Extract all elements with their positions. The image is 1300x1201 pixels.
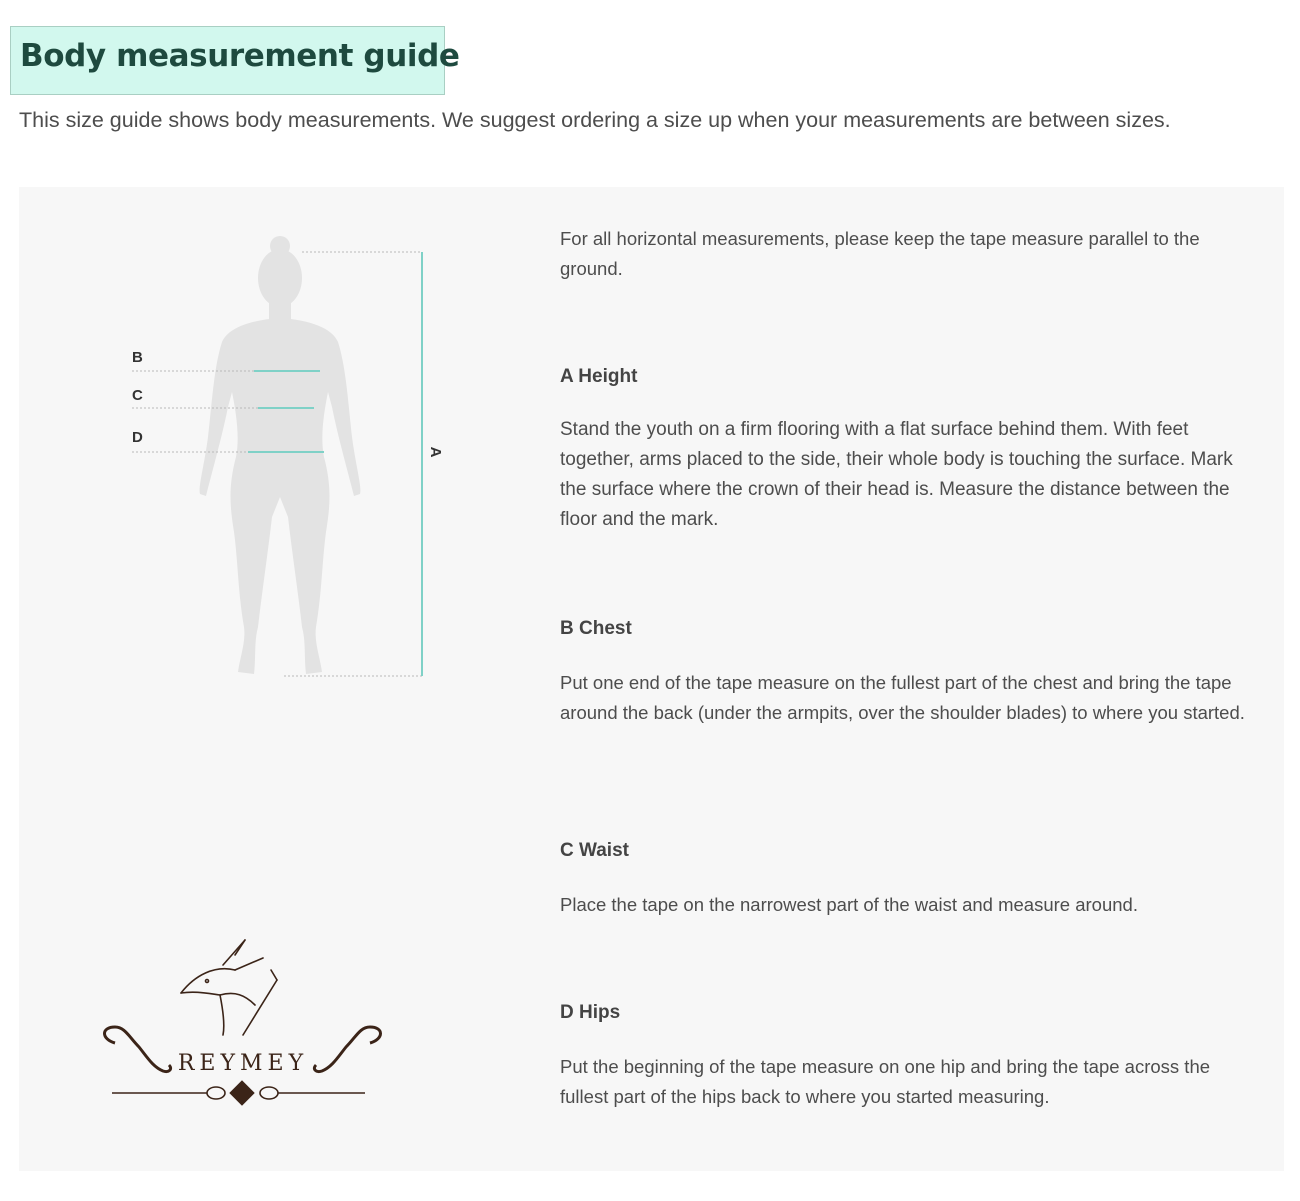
logo-text: REYMEY	[177, 1051, 309, 1076]
title-box	[10, 26, 460, 95]
body-height: Stand the youth on a firm flooring with a flat surface behind them. With feet together, arms placed to the side, their whole body is touching the surface. Mark the surface where the crown of their head is. Measure the distance between the floor and the mark.	[560, 419, 1233, 530]
heading-chest: B Chest	[560, 618, 632, 639]
page-title: Body measurement guide	[20, 38, 460, 74]
heading-waist: C Waist	[560, 840, 629, 861]
heading-height: A Height	[560, 366, 638, 387]
body-waist: Place the tape on the narrowest part of the waist and measure around.	[560, 894, 1138, 915]
body-diagram	[110, 232, 460, 692]
label-a: A	[427, 446, 444, 458]
deer-icon	[181, 940, 277, 1035]
label-b: B	[132, 349, 143, 366]
general-note: For all horizontal measurements, please keep the tape measure parallel to the ground.	[560, 228, 1200, 279]
body-silhouette-icon	[200, 236, 361, 674]
body-hips: Put the beginning of the tape measure on one hip and bring the tape across the fullest part of the hips back to where you started measuring.	[560, 1056, 1211, 1107]
body-chest: Put one end of the tape measure on the fullest part of the chest and bring the tape around the back (under the armpits, over the shoulder blades) to where you started.	[560, 672, 1245, 723]
intro-text: This size guide shows body measurements. We suggest ordering a size up when your measurements are between sizes.	[19, 108, 1171, 132]
reymey-logo	[95, 935, 390, 1115]
label-c: C	[132, 387, 143, 404]
label-d: D	[132, 429, 143, 446]
heading-hips: D Hips	[560, 1002, 621, 1023]
